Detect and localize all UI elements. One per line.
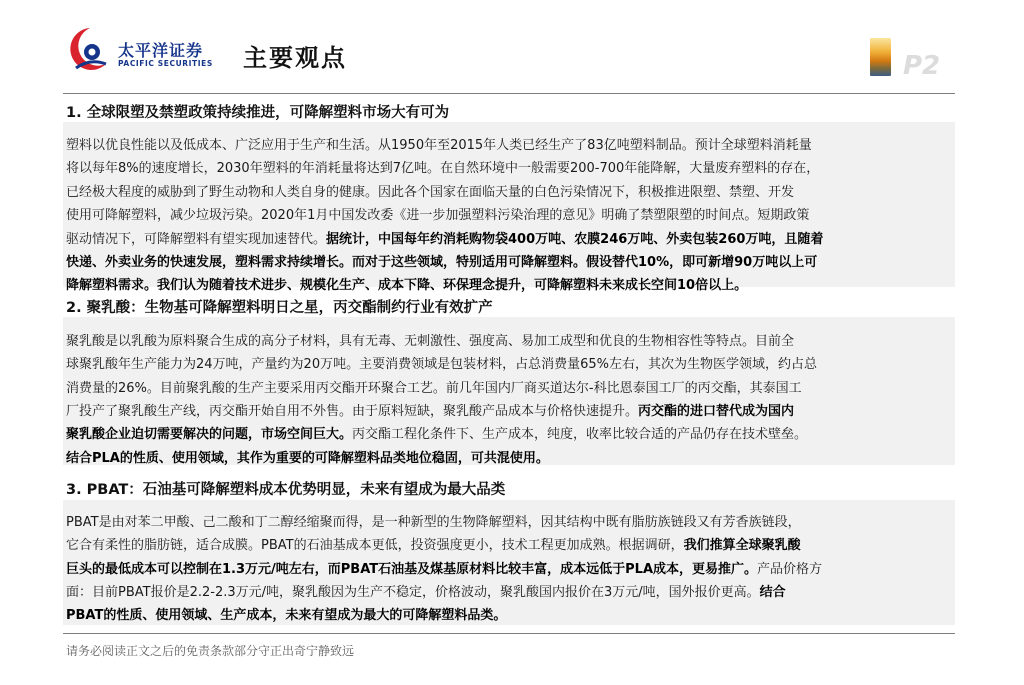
bold-text: 巨头的最低成本可以控制在1.3万元/吨左右，而PBAT石油基及煤基原材料比较丰富，成本远低于PLA成本，更易推广。 <box>66 561 758 577</box>
bold-text: 我们推算全球聚乳酸 <box>683 538 801 554</box>
paragraph-line <box>66 581 786 600</box>
text-run: 厂投产了聚乳酸生产线，丙交酯开始自用不外售。由于原料短缺，聚乳酸产品成本与价格快速提升。 <box>66 403 639 419</box>
text-run: 它合有柔性的脂肪链，适合成膜。PBAT的石油基成本更低，投资强度更小，技术工程更加成熟。根据调研， <box>66 538 684 554</box>
logo-chinese-name: 太平洋证券 <box>118 41 204 60</box>
paragraph-line <box>66 353 817 372</box>
pacific-securities-logo-icon <box>70 24 110 74</box>
paragraph-line <box>66 558 822 577</box>
bold-text: 丙交酯的进口替代成为国内 <box>638 403 795 419</box>
bold-text: PBAT的性质、使用领域、生产成本，未来有望成为最大的可降解塑料品类。 <box>66 608 507 624</box>
paragraph-line <box>66 157 819 176</box>
section-heading: 3. PBAT：石油基可降解塑料成本优势明显，未来有望成为最大品类 <box>66 482 506 498</box>
page-title: 主要观点 <box>243 44 347 72</box>
disclaimer-footer: 请务必阅读正文之后的免责条款部分守正出奇宁静致远 <box>66 644 355 658</box>
section-heading: 2. 聚乳酸：生物基可降解塑料明日之星，丙交酯制约行业有效扩产 <box>66 300 493 316</box>
section-heading: 1. 全球限塑及禁塑政策持续推进，可降解塑料市场大有可为 <box>66 105 450 121</box>
paragraph-line <box>66 181 794 200</box>
text-run: 丙交酯工程化条件下、生产成本，纯度，收率比较合适的产品仍存在技术壁垒。 <box>352 427 808 443</box>
text-run: 已经极大程度的威胁到了野生动物和人类自身的健康。因此各个国家在面临天量的白色污染情况下，积极推进限塑、禁塑、开发 <box>66 184 795 200</box>
bold-text: 据统计，中国每年约消耗购物袋400万吨、农膜246万吨、外卖包装260万吨，且随着 <box>326 231 824 247</box>
text-run: 驱动情况下，可降解塑料有望实现加速替代。 <box>66 231 327 247</box>
paragraph-line <box>66 604 506 623</box>
paragraph-line <box>66 377 802 396</box>
bold-text: 降解塑料需求。我们认为随着技术进步、规模化生产、成本下降、环保理念提升，可降解塑料未来成长空间10倍以上。 <box>66 278 748 294</box>
paragraph-line <box>66 134 812 153</box>
decorative-image <box>870 38 891 76</box>
text-run: PBAT是由对苯二甲酸、己二酸和丁二醇经缩聚而得，是一种新型的生物降解塑料，因其结构中既有脂肪族链段又有芳香族链段， <box>66 515 801 530</box>
text-run: 产品价格方 <box>757 561 823 577</box>
bold-text: 聚乳酸企业迫切需要解决的问题，市场空间巨大。 <box>66 427 353 443</box>
logo-english-name: PACIFIC SECURITIES <box>118 59 213 68</box>
paragraph-line <box>66 251 817 270</box>
bold-text: 结合 <box>759 584 786 600</box>
text-run: 使用可降解塑料，减少垃圾污染。2020年1月中国发改委《进一步加强塑料污染治理的意见》明确了禁塑限塑的时间点。短期政策 <box>66 208 810 224</box>
text-run: 聚乳酸是以乳酸为原料聚合生成的高分子材料，具有无毒、无刺激性、强度高、易加工成型和优良的生物相容性等特点。目前全 <box>66 334 795 349</box>
paragraph-line <box>66 511 801 530</box>
text-run: 面：目前PBAT报价是2.2-2.3万元/吨，聚乳酸因为生产不稳定，价格波动，聚乳酸国内报价在3万元/吨，国外报价更高。 <box>66 584 760 600</box>
paragraph-line <box>66 274 747 293</box>
report-header <box>0 0 1024 100</box>
paragraph-line <box>66 228 823 247</box>
text-run: 将以每年8%的速度增长，2030年塑料的年消耗量将达到7亿吨。在自然环境中一般需要200-700年能降解，大量废弃塑料的存在， <box>66 161 820 177</box>
paragraph-line <box>66 423 807 442</box>
bold-text: 结合PLA的性质、使用领域，其作为重要的可降解塑料品类地位稳固，可共混使用。 <box>66 450 549 466</box>
text-run: 消费量的26%。目前聚乳酸的生产主要采用丙交酯开环聚合工艺。前几年国内厂商买道达尔-科比恩泰国工厂的丙交酯，其泰国工 <box>66 380 802 396</box>
paragraph-line <box>66 204 809 223</box>
paragraph-line <box>66 400 794 419</box>
paragraph-line <box>66 330 794 349</box>
paragraph-line <box>66 534 801 553</box>
bold-text: 快递、外卖业务的快速发展，塑料需求持续增长。而对于这些领域，特别适用可降解塑料。假设替代10%，即可新增90万吨以上可 <box>66 255 818 270</box>
header-divider <box>63 93 955 94</box>
text-run: 球聚乳酸年生产能力为24万吨，产量约为20万吨。主要消费领域是包装材料，占总消费量65%左右，其次为生物医学领域，约占总 <box>66 357 817 373</box>
text-run: 塑料以优良性能以及低成本、广泛应用于生产和生活。从1950年至2015年人类已经生产了83亿吨塑料制品。预计全球塑料消耗量 <box>66 138 812 153</box>
page-number: P2 <box>903 51 941 81</box>
footer-divider <box>63 633 955 634</box>
paragraph-line <box>66 447 549 466</box>
